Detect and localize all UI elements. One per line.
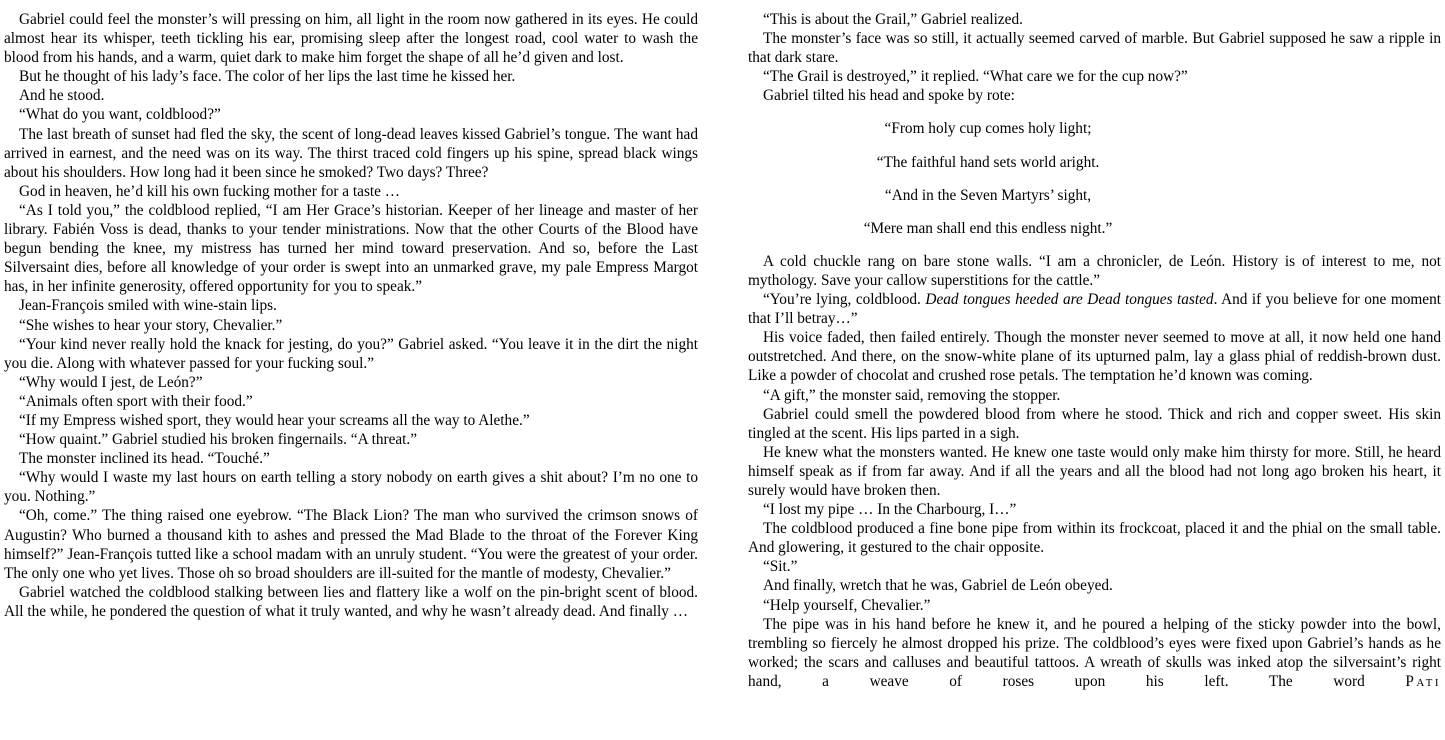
verse-line: [748, 219, 1228, 238]
text-segment: And finally, wretch that he was, Gabriel de León obeyed.: [763, 577, 1113, 595]
paragraph: [4, 10, 698, 67]
text-segment: “Animals often sport with their food.”: [19, 392, 253, 410]
text-segment: Pati: [1405, 672, 1441, 690]
paragraph: [4, 430, 698, 449]
paragraph: [748, 328, 1441, 385]
text-segment: Gabriel watched the coldblood stalking between lies and flattery like a wolf on the pin-bright scent of blood. All the while, he pondered the question of what it truly wanted, and why he wasn’t already dead. And finally …: [4, 583, 698, 620]
paragraph: [748, 67, 1441, 86]
paragraph: [4, 583, 698, 621]
text-segment: “A gift,” the monster said, removing the stopper.: [763, 386, 1061, 404]
text-segment: “Oh, come.” The thing raised one eyebrow. “The Black Lion? The man who survived the crimson snows of Augustin? Who burned a thousand kith to ashes and pressed the Mad Blade to the throat of the Forever King himself?” Jean-François tutted like a school madam with an unruly student. “You were the greatest of your order. The only one who yet lives. Those oh so broad shoulders are ill-suited for the mantle of modesty, Chevalier.”: [4, 507, 698, 582]
text-segment: “If my Empress wished sport, they would hear your screams all the way to Alethe.”: [19, 411, 530, 429]
paragraph: [4, 373, 698, 392]
paragraph: [4, 67, 698, 86]
paragraph: [748, 615, 1441, 691]
text-segment: “Sit.”: [763, 558, 798, 576]
paragraph: [4, 449, 698, 468]
paragraph: [748, 252, 1441, 290]
paragraph: [748, 557, 1441, 576]
paragraph: [4, 296, 698, 315]
text-segment: “Help yourself, Chevalier.”: [763, 596, 931, 614]
text-segment: . And if you believe for one moment that I’ll betray…”: [748, 291, 1441, 328]
paragraph: [748, 86, 1441, 105]
text-segment: Dead tongues heeded are Dead tongues tasted: [925, 291, 1214, 309]
text-segment: “Why would I waste my last hours on earth telling a story nobody on earth gives a shit about? I’m no one to you. Nothing.”: [4, 469, 698, 506]
paragraph: [4, 411, 698, 430]
paragraph: [748, 29, 1441, 67]
text-segment: Jean-François smiled with wine-stain lips.: [19, 297, 277, 315]
text-segment: The monster’s face was so still, it actually seemed carved of marble. But Gabriel supposed he saw a ripple in that dark stare.: [748, 30, 1441, 67]
text-segment: A cold chuckle rang on bare stone walls. “I am a chronicler, de León. History is of interest to me, not mythology. Save your callow superstitions for the cattle.”: [748, 252, 1441, 289]
paragraph: [748, 405, 1441, 443]
text-segment: “What do you want, coldblood?”: [19, 106, 221, 124]
text-segment: “You’re lying, coldblood.: [763, 291, 926, 309]
right-page-column: [748, 10, 1441, 691]
text-segment: “And in the Seven Martyrs’ sight,: [884, 186, 1092, 204]
paragraph: [748, 386, 1441, 405]
paragraph: [4, 105, 698, 124]
text-segment: “This is about the Grail,” Gabriel realized.: [763, 11, 1023, 28]
paragraph: [748, 519, 1441, 557]
text-segment: The monster inclined its head. “Touché.”: [19, 450, 270, 468]
verse-line: [748, 119, 1228, 138]
text-segment: “The faithful hand sets world aright.: [876, 153, 1100, 171]
text-segment: Gabriel could feel the monster’s will pressing on him, all light in the room now gathered in its eyes. He could almost hear its whisper, teeth tickling his ear, promising sleep after the longest road, cool water to wash the blood from his hands, and a warm, quiet dark to make him forget the shape of all he’d given and lost.: [4, 11, 698, 67]
paragraph: [4, 201, 698, 296]
text-segment: His voice faded, then failed entirely. Though the monster never seemed to move at all, it now held one hand outstretched. And there, on the snow-white plane of its upturned palm, lay a glass phial of reddish-brown dust. Like a powder of chocolat and crushed rose petals. The temptation he’d known was coming.: [748, 329, 1441, 385]
paragraph: [4, 506, 698, 582]
paragraph: [4, 182, 698, 201]
text-segment: Gabriel tilted his head and spoke by rote:: [763, 87, 1015, 105]
text-segment: “As I told you,” the coldblood replied, “I am Her Grace’s historian. Keeper of her lineage and master of her library. Fabién Voss is dead, thanks to your tender ministrations. Now that the other Courts of the Blood have begun bending the knee, my mistress has turned her mind toward preservation. And so, before the Last Silversaint dies, before all knowledge of your order is swept into an unmarked grave, my pale Empress Margot has, in her infinite generosity, offered opportunity for you to speak.”: [4, 201, 698, 296]
paragraph: [4, 316, 698, 335]
verse-line: [748, 153, 1228, 172]
text-segment: “The Grail is destroyed,” it replied. “What care we for the cup now?”: [763, 68, 1188, 86]
text-segment: Gabriel could smell the powdered blood from where he stood. Thick and rich and copper sweet. His skin tingled at the scent. His lips parted in a sigh.: [748, 405, 1441, 442]
paragraph: [748, 290, 1441, 328]
left-page-column: [4, 10, 698, 621]
paragraph: [748, 443, 1441, 500]
text-segment: “From holy cup comes holy light;: [884, 120, 1092, 138]
text-segment: God in heaven, he’d kill his own fucking mother for a taste …: [19, 182, 401, 200]
text-segment: “Mere man shall end this endless night.”: [863, 219, 1113, 237]
text-segment: “Why would I jest, de León?”: [19, 373, 203, 391]
text-segment: But he thought of his lady’s face. The color of her lips the last time he kissed her.: [19, 68, 516, 86]
paragraph: [748, 500, 1441, 519]
text-segment: “She wishes to hear your story, Chevalier.”: [19, 316, 283, 334]
paragraph: [4, 468, 698, 506]
text-segment: “How quaint.” Gabriel studied his broken fingernails. “A threat.”: [19, 431, 418, 449]
paragraph: [4, 392, 698, 411]
text-segment: And he stood.: [19, 87, 105, 105]
paragraph: [4, 86, 698, 105]
paragraph: [748, 596, 1441, 615]
paragraph: [748, 10, 1441, 29]
text-segment: He knew what the monsters wanted. He knew one taste would only make him thirsty for more. Still, he heard himself speak as if from far away. And if all the years and all the blood had not long ago broken his heart, it surely would have broken then.: [748, 443, 1441, 499]
text-segment: The coldblood produced a fine bone pipe from within its frockcoat, placed it and the phial on the small table. And glowering, it gestured to the chair opposite.: [748, 520, 1441, 557]
text-segment: “I lost my pipe … In the Charbourg, I…”: [763, 501, 1017, 519]
text-segment: The pipe was in his hand before he knew it, and he poured a helping of the sticky powder into the bowl, trembling so fiercely he almost dropped his prize. The coldblood’s eyes were fixed upon Gabriel’s hands as he worked; the scars and calluses and beautiful tattoos. A wreath of skulls was inked atop the silversaint’s right hand, a weave of roses upon his left. The word: [748, 615, 1441, 690]
paragraph: [4, 335, 698, 373]
paragraph: [748, 576, 1441, 595]
verse-line: [748, 186, 1228, 205]
text-segment: “Your kind never really hold the knack for jesting, do you?” Gabriel asked. “You leave it in the dirt the night you die. Along with whatever passed for your fucking soul.”: [4, 335, 698, 372]
paragraph: [4, 125, 698, 182]
text-segment: The last breath of sunset had fled the sky, the scent of long-dead leaves kissed Gabriel’s tongue. The want had arrived in earnest, and the need was on its way. The thirst traced cold fingers up his spine, spread black wings about his shoulders. How long had it been since he smoked? Two days? Three?: [4, 125, 698, 181]
